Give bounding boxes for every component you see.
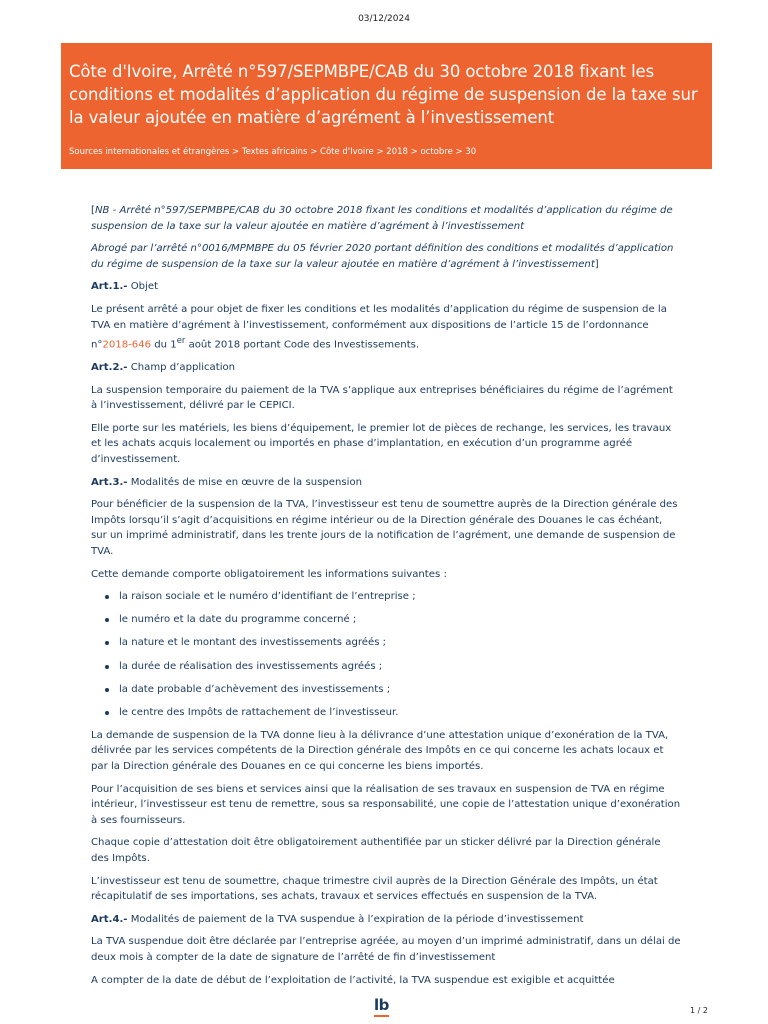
art4-label: Art.4.-	[91, 913, 128, 925]
art3-paragraph-5: Chaque copie d’attestation doit être obligatoirement authentifiée par un sticker délivré par la Direction générale des Impôts.	[91, 837, 661, 864]
required-info-list	[91, 589, 681, 720]
nb-paragraph-1: NB - Arrêté n°597/SEPMBPE/CAB du 30 octobre 2018 fixant les conditions et modalités d’application du régime de suspension de la taxe sur la valeur ajoutée en matière d’agrément à l’investissement	[91, 205, 673, 232]
art1-text-mid: du 1	[151, 339, 177, 351]
page-number: 1 / 2	[690, 1006, 708, 1015]
art1-heading	[91, 279, 681, 295]
art1-text-before: Le présent arrêté a pour objet de fixer les conditions et les modalités d’application du régime de suspension de la TVA en matière d’agrément à l’investissement, conformément aux dispositions de l’article 15 de l’ordonnance n°	[91, 303, 667, 351]
art2-paragraph-2: Elle porte sur les matériels, les biens d’équipement, le premier lot de pièces de rechange, les services, les travaux et les achats acquis localement ou importés en phase d’implantation, en exécution d’un programme agréé d’investissement.	[91, 422, 672, 466]
art4-paragraph-1: La TVA suspendue doit être déclarée par l’entreprise agréée, au moyen d’un imprimé administratif, dans un délai de deux mois à compter de la date de signature de l’arrêté de fin d’investissement	[91, 936, 681, 963]
art1-superscript: er	[176, 335, 186, 346]
art3-title: Modalités de mise en œuvre de la suspension	[127, 476, 363, 488]
ordonnance-link[interactable]: 2018-646	[102, 339, 152, 351]
list-item: le numéro et la date du programme concerné ;	[119, 612, 681, 628]
art2-title: Champ d’application	[127, 362, 236, 374]
nb-note	[91, 203, 681, 234]
nb-close-bracket: ]	[594, 258, 599, 270]
art1-title: Objet	[127, 281, 159, 293]
art4-paragraph-2: A compter de la date de début de l’exploitation de l’activité, la TVA suspendue est exigible et acquittée	[91, 974, 615, 986]
art3-paragraph-6: L’investisseur est tenu de soumettre, chaque trimestre civil auprès de la Direction Générale des Impôts, un état récapitulatif de ses importations, ses achats, travaux et services effectués en suspension de la TVA.	[91, 875, 658, 903]
list-item: la date probable d’achèvement des investissements ;	[119, 682, 681, 698]
art3-paragraph-4: Pour l’acquisition de ses biens et services ainsi que la réalisation de ses travaux en suspension de TVA en régime intérieur, l’investisseur est tenu de remettre, sous sa responsabilité, une copie de l’attestation unique d’exonération à ses fournisseurs.	[91, 783, 681, 826]
art4-heading	[91, 912, 681, 928]
art4-title: Modalités de paiement de la TVA suspendue à l’expiration de la période d’investissement	[127, 913, 584, 925]
art2-paragraph-1: La suspension temporaire du paiement de la TVA s’applique aux entreprises bénéficiaires du régime de l’agrément à l’investissement, délivré par le CEPICI.	[91, 384, 673, 412]
art3-paragraph-1: Pour bénéficier de la suspension de la TVA, l’investisseur est tenu de soumettre auprès de la Direction générale des Impôts lorsqu’il s’agit d’acquisitions en régime intérieur ou de la Direction générale des Douanes le cas échéant, sur un imprimé administratif, dans les trente jours de la notification de l’agrément, une demande de suspension de TVA.	[91, 499, 678, 558]
breadcrumb[interactable]: Sources internationales et étrangères > Textes africains > Côte d'Ivoire > 2018 > octobre > 30	[69, 147, 477, 157]
print-date: 03/12/2024	[358, 14, 410, 24]
header-banner	[61, 43, 712, 169]
page-title: Côte d'Ivoire, Arrêté n°597/SEPMBPE/CAB du 30 octobre 2018 fixant les conditions et modalités d’application du régime de suspension de la taxe sur la valeur ajoutée en matière d’agrément à l’investissement	[69, 62, 698, 127]
list-item: le centre des Impôts de rattachement de l’investisseur.	[119, 705, 681, 721]
art1-text-after: août 2018 portant Code des Investissements.	[185, 339, 420, 351]
art3-paragraph-3: La demande de suspension de la TVA donne lieu à la délivrance d’une attestation unique d’exonération de la TVA, délivrée par les services compétents de la Direction générale des Impôts en ce qui concerne les achats locaux et par la Direction générale des Douanes en ce qui concerne les biens importés.	[91, 729, 669, 772]
document-body	[91, 203, 681, 995]
art1-label: Art.1.-	[91, 281, 128, 293]
nb-open-bracket: [	[91, 205, 95, 216]
list-item: la nature et le montant des investissements agréés ;	[119, 635, 681, 651]
list-item: la durée de réalisation des investissements agréés ;	[119, 659, 681, 675]
list-item: la raison sociale et le numéro d’identifiant de l’entreprise ;	[119, 589, 681, 605]
art3-label: Art.3.-	[91, 476, 128, 488]
nb-abrogation	[91, 241, 681, 272]
art2-heading	[91, 360, 681, 376]
lb-logo: lb	[374, 996, 389, 1014]
art3-heading	[91, 475, 681, 491]
nb-paragraph-2: Abrogé par l’arrêté n°0016/MPMBPE du 05 février 2020 portant définition des conditions et modalités d’application du régime de suspension de la taxe sur la valeur ajoutée en matière d’agrément à l’investissement	[91, 243, 674, 270]
art1-paragraph	[91, 302, 681, 353]
art2-label: Art.2.-	[91, 362, 128, 374]
art3-paragraph-2: Cette demande comporte obligatoirement les informations suivantes :	[91, 568, 447, 580]
